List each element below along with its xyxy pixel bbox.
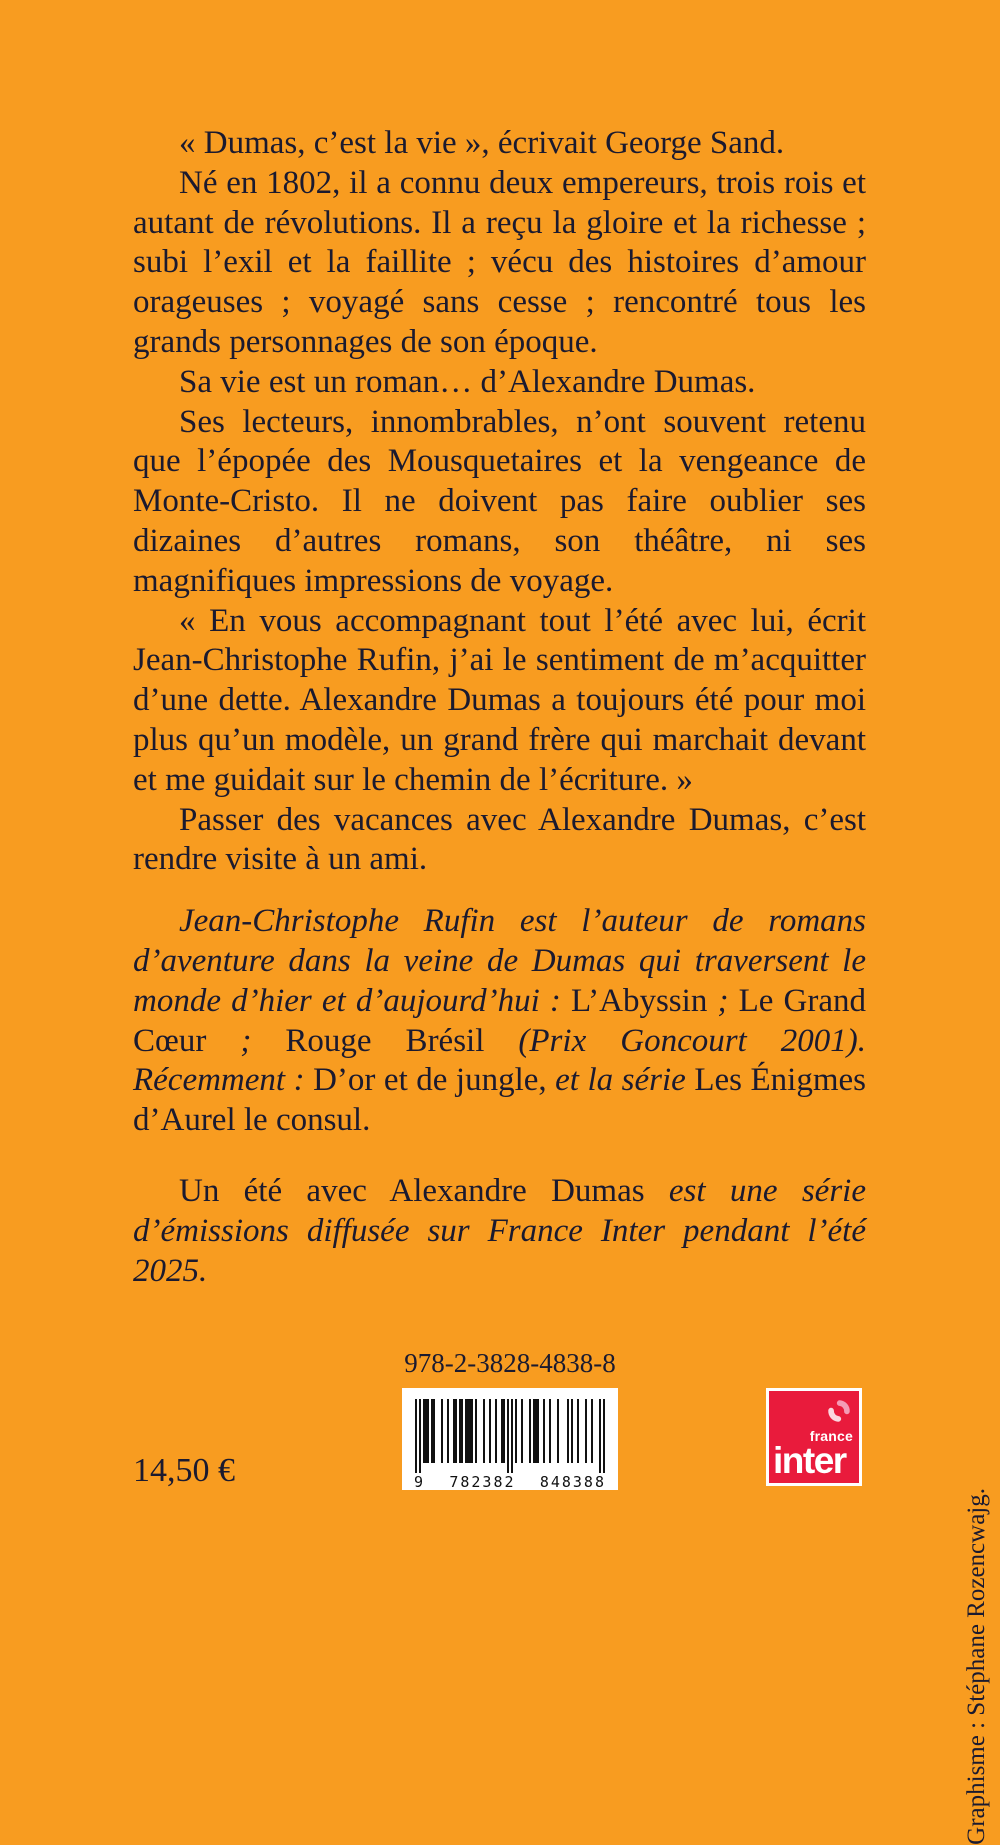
graphisme-credit: Graphisme : Stéphane Rozencwajg. — [963, 1488, 990, 1845]
paragraph — [133, 801, 866, 881]
barcode-digit-group: 848388 — [539, 1473, 606, 1491]
barcode-digits — [414, 1474, 606, 1490]
text-segment: Passer des vacances avec Alexandre Dumas, c’est rendre visite à un ami. — [133, 801, 866, 878]
text-segment: Ses lecteurs, innombrables, n’ont souvent retenu que l’épopée des Mousquetaires et la vengeance de Monte-Cristo. Il ne doivent pas faire oublier ses dizaines d’autres romans, son théâtre, ni ses magnifiques impressions de voyage. — [133, 403, 866, 599]
france-inter-logo-square — [769, 1391, 859, 1483]
text-segment: D’or et de jungle, — [313, 1062, 547, 1099]
swirl-icon — [826, 1398, 852, 1424]
blurb-section — [133, 124, 866, 880]
barcode-digit-group: 9 — [414, 1473, 426, 1491]
barcode — [415, 1399, 605, 1473]
text-segment: (Prix Goncourt 2001). Récemment : — [133, 1022, 866, 1099]
paragraph — [133, 124, 866, 164]
text-segment: Sa vie est un roman… d’Alexandre Dumas. — [179, 363, 756, 400]
france-inter-logo — [766, 1388, 862, 1486]
text-segment: ; — [206, 1022, 286, 1059]
broadcast-note-section — [133, 1172, 866, 1291]
paragraph — [133, 403, 866, 602]
text-segment: « En vous accompagnant tout l’été avec lui, écrit Jean-Christophe Rufin, j’ai le sentiment de m’acquitter d’une dette. Alexandre Dumas a toujours été pour moi plus qu’un modèle, un grand frère qui marchait devant et me guidait sur le chemin de l’écriture. » — [133, 602, 866, 798]
text-segment: et la série — [546, 1062, 695, 1099]
text-segment: Le Grand Cœur — [133, 982, 866, 1059]
barcode-block — [402, 1348, 618, 1490]
text-segment: Rouge Brésil — [285, 1022, 485, 1059]
text-segment: « Dumas, c’est la vie », écrivait George Sand. — [179, 125, 785, 161]
barcode-panel — [402, 1388, 618, 1490]
paragraph — [133, 602, 866, 801]
paragraph — [133, 1172, 866, 1291]
paragraph — [133, 363, 866, 403]
text-segment: Jean-Christophe Rufin est l’auteur de romans d’aventure dans la veine de Dumas qui traversent le monde d’hier et d’aujourd’hui : — [133, 903, 866, 1019]
logo-inter-label: inter — [773, 1440, 846, 1481]
text-segment: L’Abyssin — [571, 982, 708, 1019]
price-label: 14,50 € — [133, 1452, 235, 1489]
text-segment: Un été avec Alexandre Dumas — [179, 1172, 645, 1209]
paragraph — [133, 164, 866, 363]
barcode-digit-group: 782382 — [449, 1473, 516, 1491]
text-segment: est une série d’émissions diffusée sur France Inter pendant l’été 2025. — [133, 1172, 866, 1289]
paragraph — [133, 902, 866, 1141]
text-segment: ; — [707, 982, 739, 1019]
author-note-section — [133, 902, 866, 1141]
back-cover-text — [133, 124, 866, 1291]
logo-france-label: france — [809, 1428, 853, 1444]
isbn-label: 978-2-3828-4838-8 — [404, 1348, 616, 1378]
text-segment: Les Énigmes d’Aurel le consul. — [133, 1062, 866, 1139]
text-segment: Né en 1802, il a connu deux empereurs, trois rois et autant de révolutions. Il a reçu la gloire et la richesse ; subi l’exil et la faillite ; vécu des histoires d’amour orageuses ; voyagé sans cesse ; rencontré tous les grands personnages de son époque. — [133, 164, 866, 360]
